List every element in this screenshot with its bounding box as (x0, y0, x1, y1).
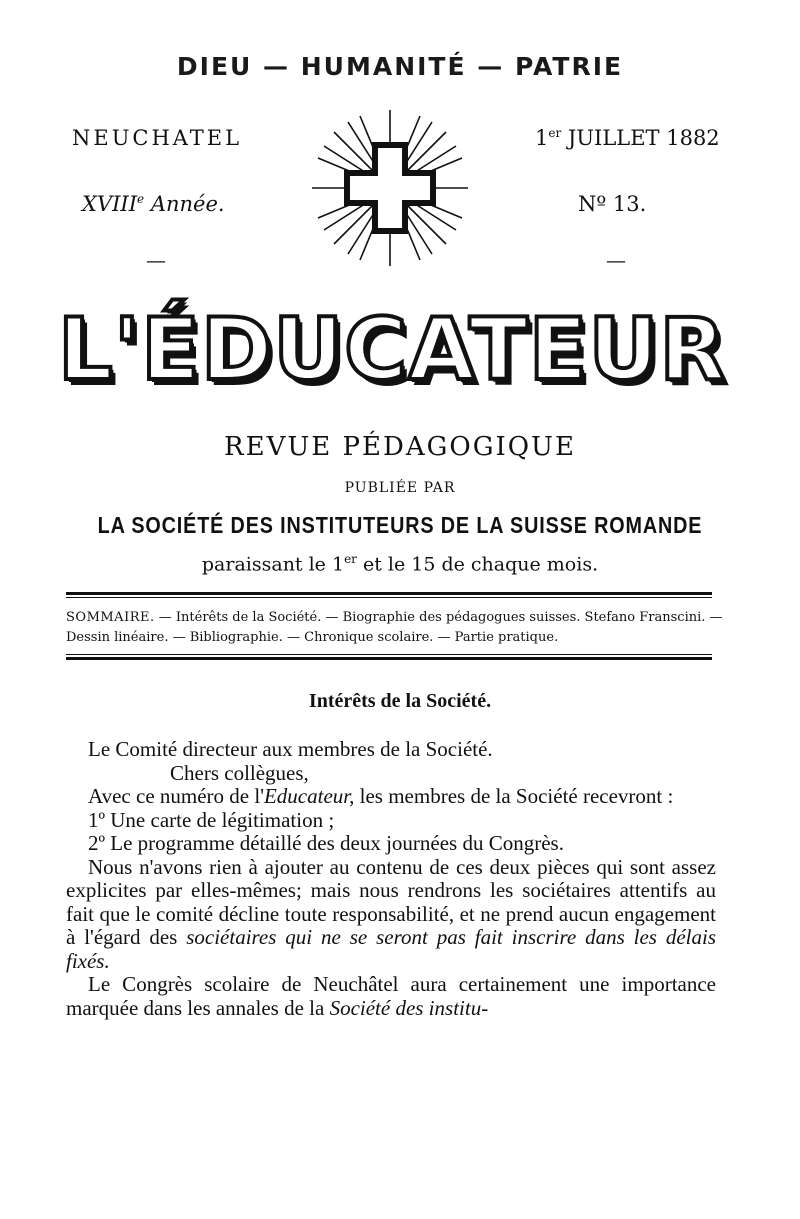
paragraph-intro-em: Educateur, (263, 784, 355, 808)
issue-date (535, 126, 720, 150)
contents-items-1: — Intérêts de la Société. — Biographie des pédagogues suisses. Stefano Franscini. — (158, 610, 723, 625)
paragraph-notice (66, 856, 716, 974)
year-word: Année. (150, 192, 225, 216)
paragraph-congress-em: Société des institu- (329, 995, 489, 1020)
article-body (66, 738, 716, 1020)
publication-frequency (0, 552, 800, 575)
swiss-cross-emblem-icon (308, 108, 472, 268)
motto: DIEU — HUMANITÉ — PATRIE (176, 52, 624, 81)
volume-year (82, 192, 225, 216)
table-of-contents (66, 608, 726, 648)
subtitle: REVUE PÉDAGOGIQUE (224, 432, 576, 462)
city: NEUCHATEL (72, 126, 243, 150)
bottom-rule-thick (66, 657, 712, 660)
frequency-before: paraissant le 1 (201, 553, 345, 576)
year-roman: XVIII (82, 192, 138, 216)
paragraph-notice-em: sociétaires qui ne se seront pas fait inscrire dans les délais fixés. (66, 925, 716, 973)
bottom-rule-thin (66, 654, 712, 655)
date-rest: JUILLET 1882 (567, 126, 720, 150)
paragraph-item-1: 1º Une carte de légitimation ; (88, 807, 335, 832)
date-day: 1 (535, 126, 549, 150)
masthead-title: L'ÉDUCATEUR (58, 300, 727, 400)
paragraph-intro-a: Avec ce numéro de l' (88, 784, 264, 808)
paragraph-congress-a: Le Congrès scolaire de Neuchâtel aura certainement une importance marquée dans les annales de la (66, 972, 716, 1020)
published-by: PUBLIÉE PAR (344, 480, 456, 496)
frequency-after: et le 15 de chaque mois. (362, 553, 599, 576)
top-rule-thin (66, 597, 712, 598)
paragraph-item-2: 2º Le programme détaillé des deux journées du Congrès. (88, 831, 564, 855)
paragraph-intro (66, 785, 716, 809)
contents-items-2: Dessin linéaire. — Bibliographie. — Chronique scolaire. — Partie pratique. (66, 630, 559, 645)
paragraph-intro-b: les membres de la Société recevront : (354, 784, 674, 808)
frequency-sup: er (344, 552, 357, 566)
date-sup: er (548, 126, 562, 140)
contents-line-1 (66, 608, 726, 628)
dash-left: — (146, 248, 166, 272)
society-name: LA SOCIÉTÉ DES INSTITUTEURS DE LA SUISSE ROMANDE (97, 512, 703, 538)
top-rule-thick (66, 592, 712, 595)
issue-number: Nº 13. (578, 192, 647, 216)
article-title: Intérêts de la Société. (308, 690, 492, 712)
paragraph-notice-a: Nous n'avons rien à ajouter au contenu de ces deux pièces qui sont assez explicites par elles-mêmes; mais nous rendrons les sociétaires attentifs au fait que le comité décline toute responsabilité, et ne prend aucun engagement à l'égard des (66, 854, 716, 949)
year-sup: e (137, 192, 145, 206)
paragraph-heading: Le Comité directeur aux membres de la Société. (88, 737, 493, 761)
dash-right: — (606, 248, 626, 272)
paragraph-salutation: Chers collègues, (170, 760, 309, 785)
contents-label: SOMMAIRE. (66, 610, 155, 625)
paragraph-congress (66, 973, 716, 1020)
